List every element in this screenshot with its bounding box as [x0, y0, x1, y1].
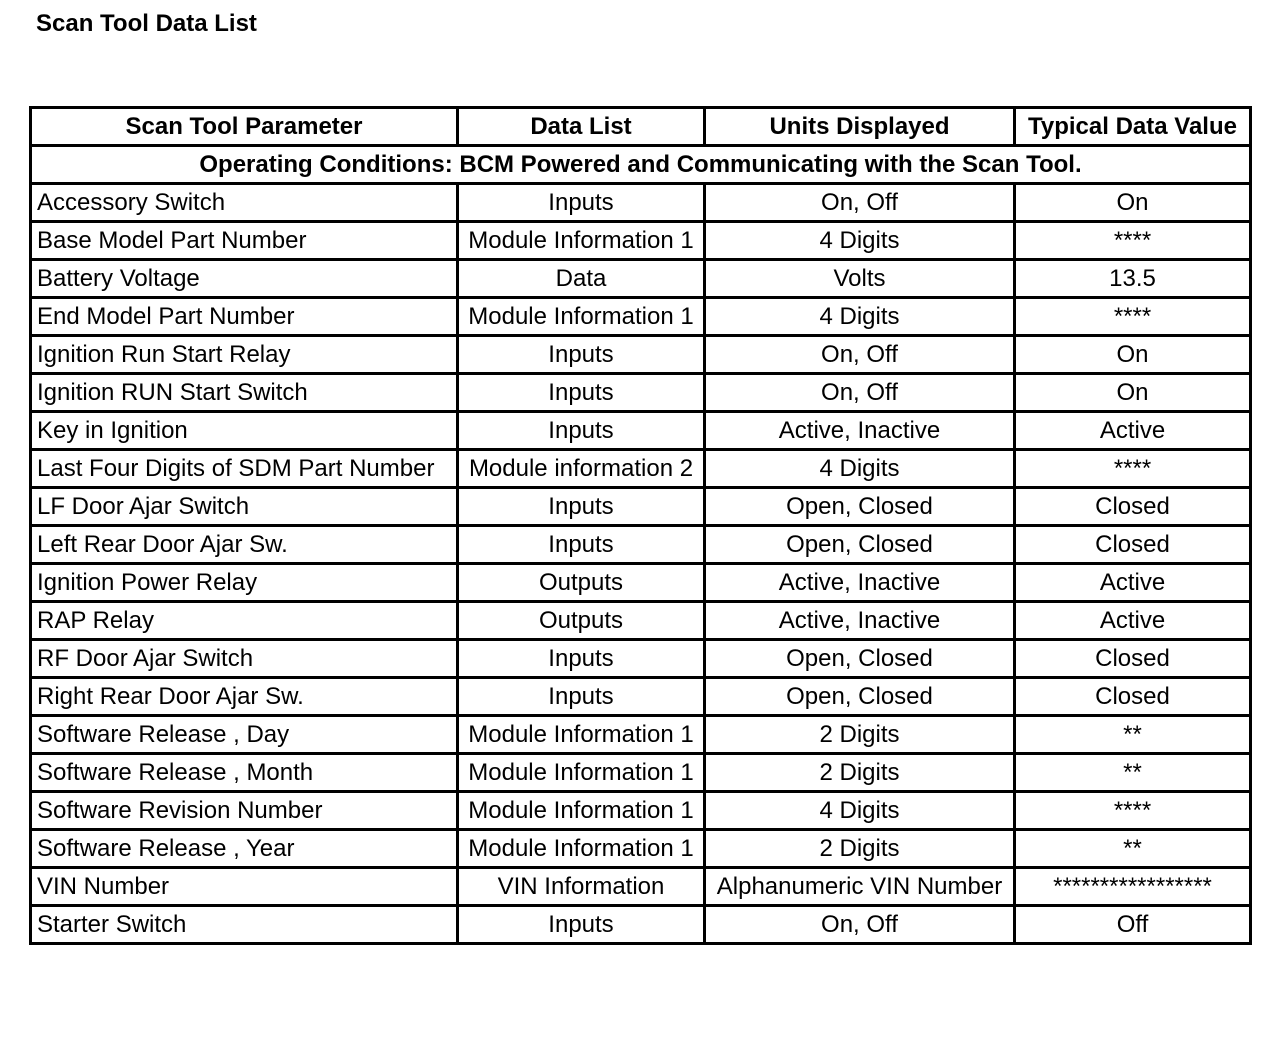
cell-parameter: Starter Switch: [31, 906, 458, 944]
cell-parameter: Accessory Switch: [31, 184, 458, 222]
cell-parameter: LF Door Ajar Switch: [31, 488, 458, 526]
header-units-displayed: Units Displayed: [705, 108, 1015, 146]
table-row: [31, 602, 1251, 640]
cell-typical-value: Closed: [1015, 526, 1251, 564]
cell-data-list: Inputs: [458, 336, 705, 374]
header-scan-tool-parameter: Scan Tool Parameter: [31, 108, 458, 146]
cell-typical-value: On: [1015, 374, 1251, 412]
cell-units: On, Off: [705, 374, 1015, 412]
cell-data-list: Inputs: [458, 640, 705, 678]
cell-typical-value: Active: [1015, 602, 1251, 640]
cell-units: Open, Closed: [705, 526, 1015, 564]
cell-data-list: Inputs: [458, 374, 705, 412]
cell-units: 4 Digits: [705, 298, 1015, 336]
table-row: [31, 488, 1251, 526]
cell-units: 2 Digits: [705, 716, 1015, 754]
cell-typical-value: Closed: [1015, 640, 1251, 678]
table-row: [31, 526, 1251, 564]
operating-conditions-row: [31, 146, 1251, 184]
cell-units: Open, Closed: [705, 640, 1015, 678]
table-row: [31, 450, 1251, 488]
cell-typical-value: Closed: [1015, 678, 1251, 716]
cell-typical-value: Active: [1015, 412, 1251, 450]
cell-data-list: Module information 2: [458, 450, 705, 488]
cell-data-list: Inputs: [458, 906, 705, 944]
cell-data-list: Inputs: [458, 678, 705, 716]
cell-parameter: Software Revision Number: [31, 792, 458, 830]
cell-typical-value: **: [1015, 716, 1251, 754]
cell-units: 4 Digits: [705, 222, 1015, 260]
table-row: [31, 716, 1251, 754]
cell-data-list: VIN Information: [458, 868, 705, 906]
cell-units: On, Off: [705, 184, 1015, 222]
cell-parameter: Last Four Digits of SDM Part Number: [31, 450, 458, 488]
cell-data-list: Module Information 1: [458, 716, 705, 754]
cell-data-list: Module Information 1: [458, 298, 705, 336]
cell-data-list: Outputs: [458, 602, 705, 640]
table-row: [31, 754, 1251, 792]
cell-typical-value: Closed: [1015, 488, 1251, 526]
cell-units: Active, Inactive: [705, 412, 1015, 450]
cell-units: On, Off: [705, 336, 1015, 374]
cell-typical-value: ****: [1015, 450, 1251, 488]
cell-data-list: Data: [458, 260, 705, 298]
table-header-row: [31, 108, 1251, 146]
cell-parameter: Right Rear Door Ajar Sw.: [31, 678, 458, 716]
table-row: [31, 260, 1251, 298]
cell-typical-value: **: [1015, 754, 1251, 792]
cell-units: Volts: [705, 260, 1015, 298]
cell-typical-value: On: [1015, 184, 1251, 222]
cell-units: Open, Closed: [705, 678, 1015, 716]
table-row: [31, 640, 1251, 678]
cell-parameter: Ignition Run Start Relay: [31, 336, 458, 374]
cell-data-list: Module Information 1: [458, 754, 705, 792]
cell-data-list: Outputs: [458, 564, 705, 602]
table-row: [31, 792, 1251, 830]
cell-parameter: Key in Ignition: [31, 412, 458, 450]
cell-parameter: Software Release , Day: [31, 716, 458, 754]
cell-parameter: Left Rear Door Ajar Sw.: [31, 526, 458, 564]
cell-units: 4 Digits: [705, 792, 1015, 830]
cell-units: Alphanumeric VIN Number: [705, 868, 1015, 906]
header-typical-data-value: Typical Data Value: [1015, 108, 1251, 146]
cell-units: Active, Inactive: [705, 602, 1015, 640]
cell-data-list: Module Information 1: [458, 222, 705, 260]
cell-parameter: Ignition Power Relay: [31, 564, 458, 602]
table-row: [31, 184, 1251, 222]
cell-data-list: Inputs: [458, 412, 705, 450]
cell-parameter: VIN Number: [31, 868, 458, 906]
table-row: [31, 222, 1251, 260]
cell-units: 2 Digits: [705, 754, 1015, 792]
cell-typical-value: **: [1015, 830, 1251, 868]
cell-parameter: End Model Part Number: [31, 298, 458, 336]
cell-units: On, Off: [705, 906, 1015, 944]
cell-parameter: Base Model Part Number: [31, 222, 458, 260]
cell-typical-value: ****: [1015, 792, 1251, 830]
cell-units: 4 Digits: [705, 450, 1015, 488]
cell-parameter: Ignition RUN Start Switch: [31, 374, 458, 412]
cell-data-list: Inputs: [458, 184, 705, 222]
cell-typical-value: ****: [1015, 298, 1251, 336]
table-row: [31, 564, 1251, 602]
page-title: Scan Tool Data List: [36, 10, 257, 37]
header-data-list: Data List: [458, 108, 705, 146]
cell-units: 2 Digits: [705, 830, 1015, 868]
cell-units: Active, Inactive: [705, 564, 1015, 602]
table-body: [31, 146, 1251, 944]
cell-data-list: Module Information 1: [458, 792, 705, 830]
table-row: [31, 830, 1251, 868]
table-row: [31, 412, 1251, 450]
cell-parameter: Battery Voltage: [31, 260, 458, 298]
table-row: [31, 374, 1251, 412]
table-row: [31, 678, 1251, 716]
cell-parameter: RAP Relay: [31, 602, 458, 640]
table-row: [31, 336, 1251, 374]
cell-typical-value: Active: [1015, 564, 1251, 602]
cell-data-list: Inputs: [458, 526, 705, 564]
cell-parameter: RF Door Ajar Switch: [31, 640, 458, 678]
cell-parameter: Software Release , Month: [31, 754, 458, 792]
operating-conditions: Operating Conditions: BCM Powered and Communicating with the Scan Tool.: [31, 146, 1251, 184]
cell-typical-value: ****: [1015, 222, 1251, 260]
cell-typical-value: *****************: [1015, 868, 1251, 906]
scan-tool-data-table: [29, 106, 1252, 945]
table-row: [31, 298, 1251, 336]
cell-data-list: Module Information 1: [458, 830, 705, 868]
cell-parameter: Software Release , Year: [31, 830, 458, 868]
cell-typical-value: Off: [1015, 906, 1251, 944]
table-row: [31, 868, 1251, 906]
cell-typical-value: 13.5: [1015, 260, 1251, 298]
cell-units: Open, Closed: [705, 488, 1015, 526]
table-row: [31, 906, 1251, 944]
cell-data-list: Inputs: [458, 488, 705, 526]
cell-typical-value: On: [1015, 336, 1251, 374]
